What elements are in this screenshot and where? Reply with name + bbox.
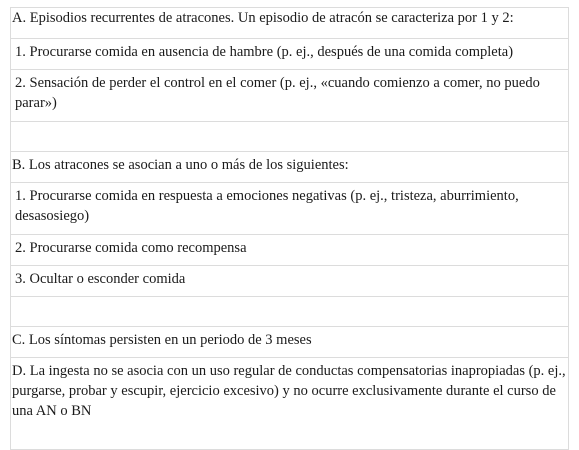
criterion-b-row [11, 152, 569, 183]
criterion-a-row [11, 8, 569, 39]
criterion-c-text: C. Los síntomas persisten en un periodo de 3 meses [11, 327, 569, 358]
spacer-row-1 [11, 122, 569, 152]
criterion-a2-text: 2. Sensación de perder el control en el comer (p. ej., «cuando comienzo a comer, no puedo parar») [11, 70, 569, 122]
criterion-a-heading: A. Episodios recurrentes de atracones. Un episodio de atracón se caracteriza por 1 y 2: [11, 8, 569, 39]
criterion-d-row [11, 358, 569, 450]
criterion-b-heading: B. Los atracones se asocian a uno o más de los siguientes: [11, 152, 569, 183]
criterion-b1-row [11, 183, 569, 235]
spacer-row-2 [11, 297, 569, 327]
criterion-a1-row [11, 39, 569, 70]
criterion-b3-text: 3. Ocultar o esconder comida [11, 266, 569, 297]
criteria-table [10, 7, 569, 450]
criterion-b1-text: 1. Procurarse comida en respuesta a emociones negativas (p. ej., tristeza, aburrimiento, desasosiego) [11, 183, 569, 235]
spacer-cell-2 [11, 297, 569, 327]
criterion-c-row [11, 327, 569, 358]
criterion-d-text: D. La ingesta no se asocia con un uso regular de conductas compensatorias inapropiadas (p. ej., purgarse, probar y escupir, ejercicio excesivo) y no ocurre exclusivamente durante el curso de una AN o BN [11, 358, 569, 450]
criterion-b3-row [11, 266, 569, 297]
criterion-a1-text: 1. Procurarse comida en ausencia de hambre (p. ej., después de una comida completa) [11, 39, 569, 70]
criterion-b2-row [11, 235, 569, 266]
criterion-a2-row [11, 70, 569, 122]
spacer-cell-1 [11, 122, 569, 152]
criterion-b2-text: 2. Procurarse comida como recompensa [11, 235, 569, 266]
